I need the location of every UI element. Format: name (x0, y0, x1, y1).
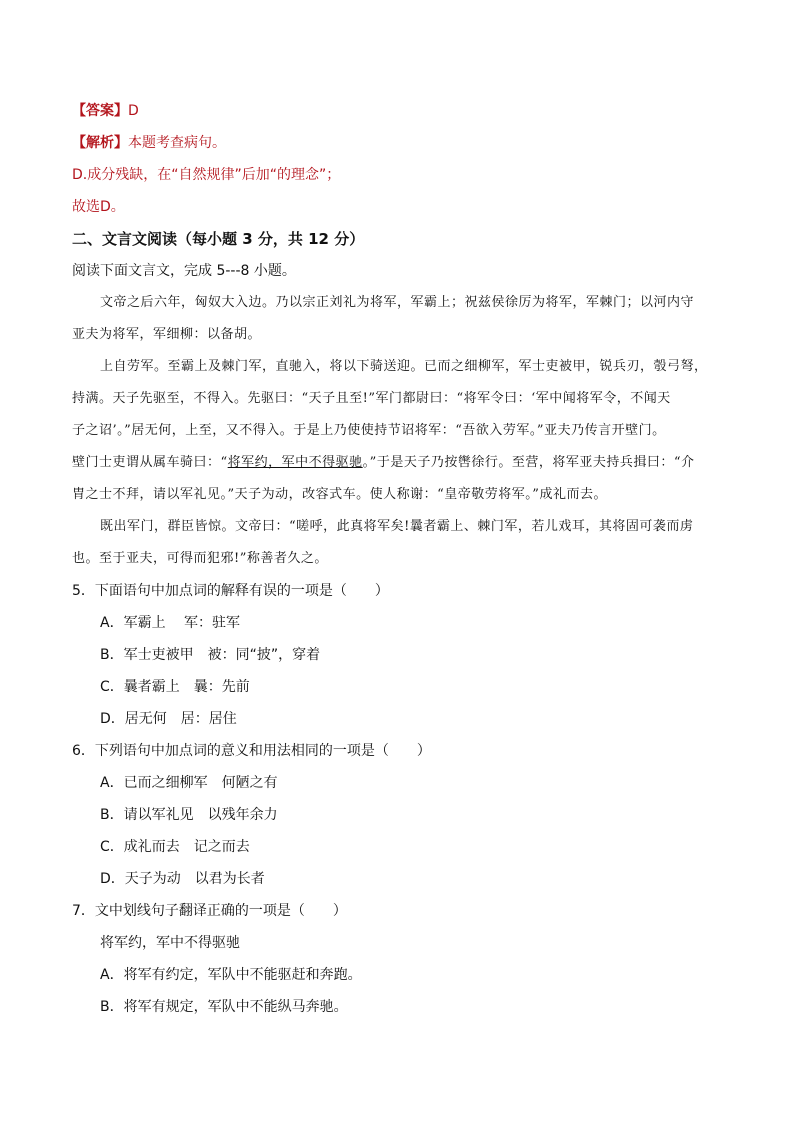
passage-line: 胄之士不拜，请以军礼见。”天子为动，改容式车。使人称谢：“皇帝敬劳将军。”成礼而去。 (72, 487, 607, 502)
analysis-line (72, 133, 226, 153)
answer-label: 【答案】 (72, 103, 128, 119)
q5-option-d: D．居无何 居：居住 (100, 711, 237, 727)
question-6-stem: 6．下列语句中加点词的意义和用法相同的一项是（ ） (72, 743, 431, 759)
question-7-stem: 7．文中划线句子翻译正确的一项是（ ） (72, 903, 347, 919)
underlined-sentence: 将军约，军中不得驱驰 (227, 455, 363, 470)
passage-line: 既出军门，群臣皆惊。文帝曰：“嗟呼，此真将军矣!曩者霸上、棘门军，若儿戏耳，其将固可袭而虏 (100, 519, 694, 534)
q5-option-c: C．曩者霸上 曩：先前 (100, 679, 250, 695)
passage-text: 。”于是天子乃按辔徐行。至营，将军亚夫持兵揖曰：“介 (362, 455, 695, 470)
q6-option-d: D．天子为动 以君为长者 (100, 871, 265, 887)
q6-option-c: C．成礼而去 记之而去 (100, 839, 250, 855)
conclusion-line: 故选D。 (72, 199, 125, 215)
answer-value: D (128, 103, 139, 119)
q7-option-b: B．将军有规定，军队中不能纵马奔驰。 (100, 999, 348, 1015)
passage-line: 上自劳军。至霸上及棘门军，直驰入，将以下骑送迎。已而之细柳军，军士吏被甲，锐兵刃，彀弓弩， (100, 359, 708, 374)
passage-line: 亚夫为将军，军细柳：以备胡。 (72, 327, 262, 342)
question-5-stem: 5．下面语句中加点词的解释有误的一项是（ ） (72, 583, 389, 599)
section-title: 二、文言文阅读（每小题 3 分，共 12 分） (72, 230, 365, 248)
answer-line (72, 101, 139, 121)
analysis-label: 【解析】 (72, 135, 128, 151)
passage-line (72, 453, 694, 473)
analysis-text: 本题考查病句。 (128, 135, 226, 151)
q5-option-b: B．军士吏被甲 被：同“披”，穿着 (100, 647, 321, 663)
q6-option-b: B．请以军礼见 以残年余力 (100, 807, 278, 823)
passage-line: 持满。天子先驱至，不得入。先驱曰：“天子且至!”军门都尉曰：“将军令曰：‘军中闻将军令，不闻天 (72, 391, 671, 406)
passage-line: 文帝之后六年，匈奴大入边。乃以宗正刘礼为将军，军霸上；祝兹侯徐厉为将军，军棘门；以河内守 (100, 295, 695, 310)
q7-quote: 将军约，军中不得驱驰 (100, 935, 240, 951)
explanation-line: D.成分残缺，在“自然规律”后加“的理念”； (72, 167, 341, 183)
q7-option-a: A．将军有约定，军队中不能驱赶和奔跑。 (100, 967, 362, 983)
q5-option-a: A．军霸上 军：驻军 (100, 615, 241, 631)
q6-option-a: A．已而之细柳军 何陋之有 (100, 775, 278, 791)
reading-instruction: 阅读下面文言文，完成 5---8 小题。 (72, 263, 296, 279)
passage-line: 子之诏’。”居无何，上至，又不得入。于是上乃使使持节诏将军：“吾欲入劳军。”亚夫乃传言开壁门。 (72, 423, 666, 438)
passage-line: 也。至于亚夫，可得而犯邪!”称善者久之。 (72, 551, 328, 566)
passage-text: 壁门士吏谓从属车骑曰：“ (72, 455, 228, 470)
